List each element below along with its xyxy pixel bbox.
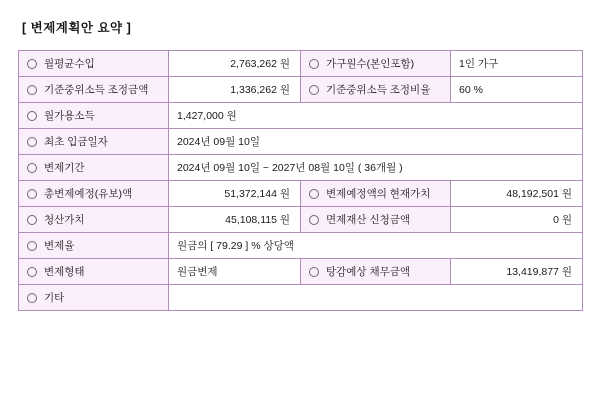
present-value-label-cell [301,181,451,207]
rate-value: 원금의 [ 79.29 ] % 상당액 [177,240,294,252]
first-payment-value-cell [169,129,583,155]
table-row [19,259,583,285]
circle-bullet-icon [309,215,319,225]
circle-bullet-icon [309,59,319,69]
circle-bullet-icon [27,241,37,251]
monthly-income-label: 월평균수입 [44,58,95,70]
disposable-label-cell [19,103,169,129]
table-row [19,77,583,103]
rate-label: 변제율 [44,240,75,252]
median-rate-value-cell [451,77,583,103]
circle-bullet-icon [309,189,319,199]
household-value: 1인 가구 [459,58,499,70]
table-row [19,181,583,207]
type-value-cell [169,259,301,285]
page-title: [ 변제계획안 요약 ] [22,21,132,35]
discharge-value: 13,419,877 원 [506,266,572,278]
monthly-income-label-cell [19,51,169,77]
circle-bullet-icon [27,293,37,303]
table-row [19,207,583,233]
circle-bullet-icon [27,215,37,225]
table-row [19,51,583,77]
discharge-label-cell [301,259,451,285]
median-adjust-value-cell [169,77,301,103]
monthly-income-value-cell [169,51,301,77]
exempt-value: 0 원 [553,214,572,226]
discharge-label: 탕감예상 채무금액 [326,266,411,278]
median-rate-label-cell [301,77,451,103]
median-adjust-value: 1,336,262 원 [230,84,290,96]
exempt-value-cell [451,207,583,233]
circle-bullet-icon [309,85,319,95]
circle-bullet-icon [27,137,37,147]
rate-label-cell [19,233,169,259]
first-payment-label: 최초 입금일자 [44,136,108,148]
etc-label-cell [19,285,169,311]
first-payment-label-cell [19,129,169,155]
circle-bullet-icon [27,111,37,121]
period-value: 2024년 09월 10일 ~ 2027년 08월 10일 ( 36개월 ) [177,162,403,174]
liquidation-value: 45,108,115 원 [225,214,290,226]
disposable-label: 월가용소득 [44,110,95,122]
median-adjust-label: 기준중위소득 조정금액 [44,84,149,96]
table-row [19,233,583,259]
type-label-cell [19,259,169,285]
period-label-cell [19,155,169,181]
household-value-cell [451,51,583,77]
monthly-income-value: 2,763,262 원 [230,58,290,70]
circle-bullet-icon [27,85,37,95]
exempt-label-cell [301,207,451,233]
household-label: 가구원수(본인포함) [326,58,415,70]
discharge-value-cell [451,259,583,285]
liquidation-value-cell [169,207,301,233]
repayment-plan-summary-table [18,50,583,311]
household-label-cell [301,51,451,77]
table-row [19,285,583,311]
median-rate-label: 기준중위소득 조정비율 [326,84,431,96]
circle-bullet-icon [309,267,319,277]
total-plan-label-cell [19,181,169,207]
period-label: 변제기간 [44,162,85,174]
present-value-value: 48,192,501 원 [506,188,572,200]
disposable-value: 1,427,000 원 [177,110,237,122]
circle-bullet-icon [27,189,37,199]
type-label: 변제형태 [44,266,85,278]
rate-value-cell [169,233,583,259]
present-value-value-cell [451,181,583,207]
etc-label: 기타 [44,292,65,304]
median-rate-value: 60 % [459,83,483,96]
table-row [19,103,583,129]
exempt-label: 면제재산 신청금액 [326,214,411,226]
table-row [19,129,583,155]
type-value: 원금변제 [177,266,218,278]
present-value-label: 변제예정액의 현재가치 [326,188,431,200]
disposable-value-cell [169,103,583,129]
liquidation-label: 청산가치 [44,214,85,226]
liquidation-label-cell [19,207,169,233]
total-plan-value: 51,372,144 원 [224,188,290,200]
circle-bullet-icon [27,163,37,173]
first-payment-value: 2024년 09월 10일 [177,136,260,148]
circle-bullet-icon [27,59,37,69]
median-adjust-label-cell [19,77,169,103]
circle-bullet-icon [27,267,37,277]
total-plan-label: 총변제예정(유보)액 [44,188,133,200]
total-plan-value-cell [169,181,301,207]
etc-value-cell [169,285,583,311]
table-row [19,155,583,181]
period-value-cell [169,155,583,181]
